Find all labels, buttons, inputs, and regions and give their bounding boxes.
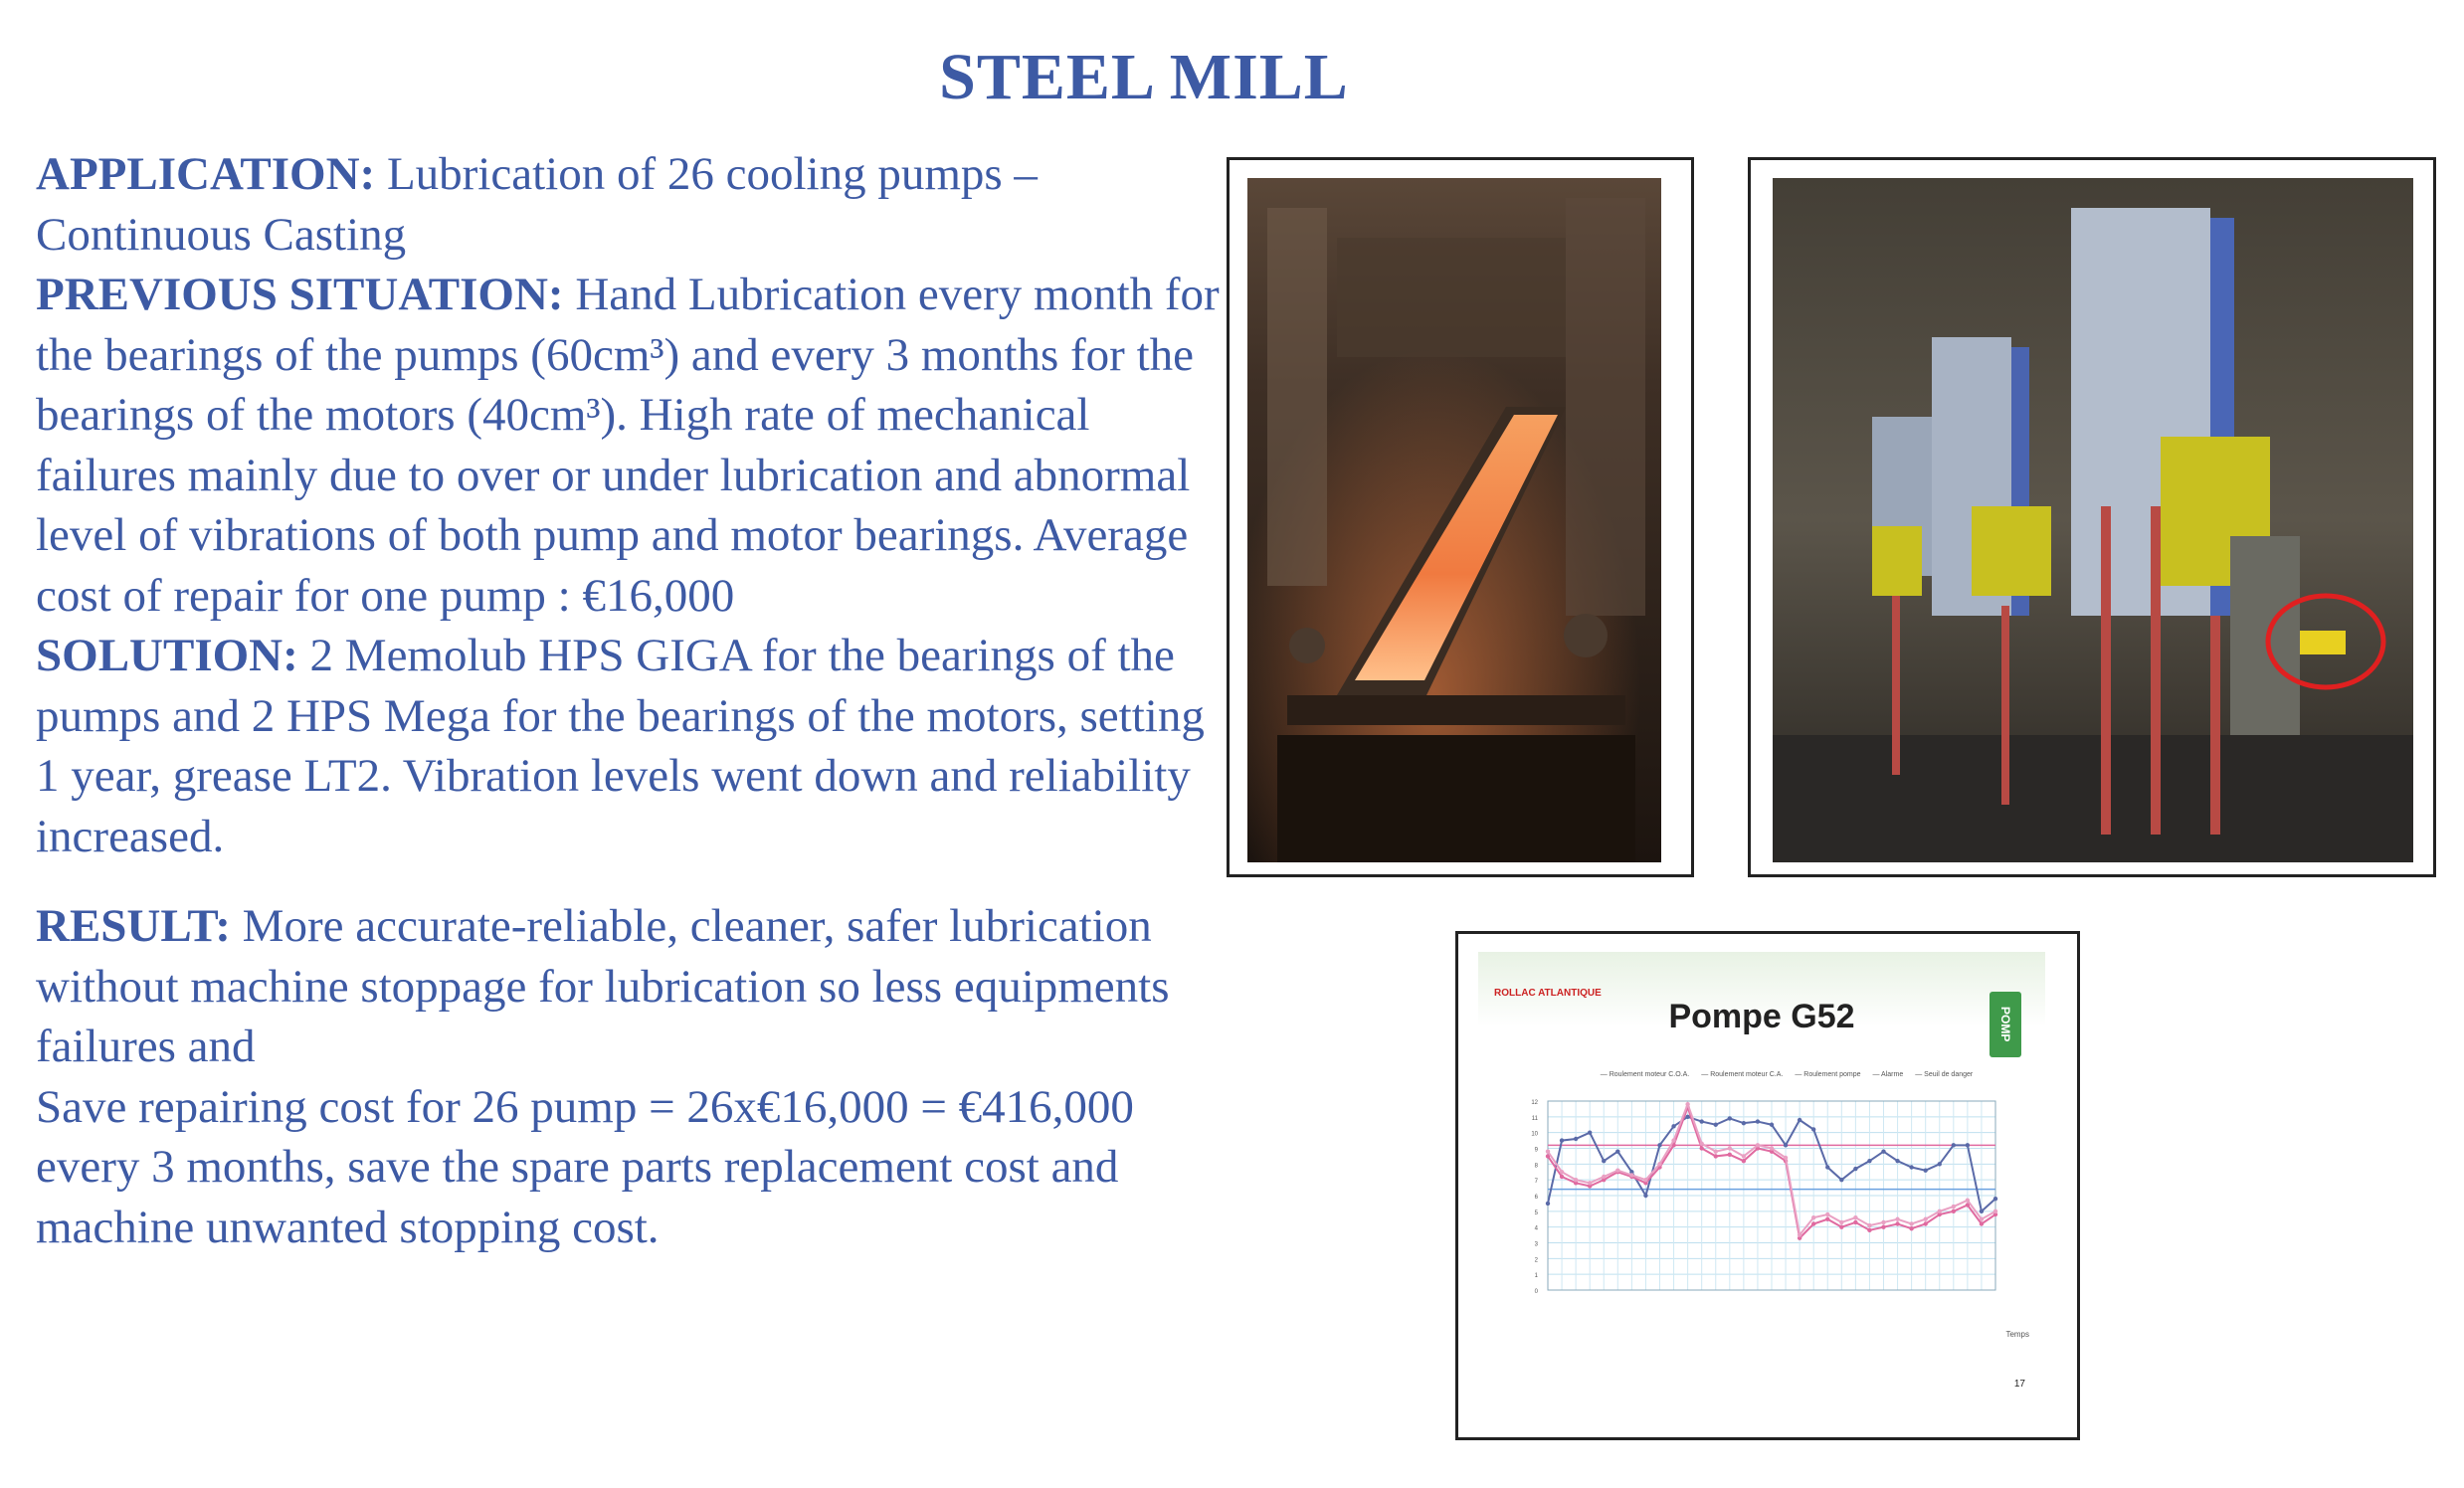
y-tick-label: 1 [1534,1273,1538,1280]
result-text-2: Save repairing cost for 26 pump = 26x€16,000 = €416,000 every 3 months, save the spare parts replacement cost and machine unwanted stopping cost. [36,1080,1134,1253]
y-tick-label: 6 [1534,1195,1538,1201]
data-point [1643,1194,1647,1198]
pumps-photo-frame [1748,157,2436,877]
data-point [1853,1215,1857,1219]
data-point [1629,1173,1633,1177]
casting-photo-frame [1227,157,1694,877]
data-point [1839,1178,1843,1182]
cooling-pumps-photo [1773,178,2413,862]
previous-situation-paragraph [36,265,1230,626]
data-point [1756,1119,1760,1123]
data-point [1811,1215,1815,1219]
solution-label: SOLUTION: [36,630,298,681]
data-point [1923,1221,1927,1225]
data-point [1952,1205,1956,1209]
data-point [1993,1197,1997,1201]
vibration-chart-frame [1455,931,2080,1440]
application-text: Lubrication of 26 cooling pumps – Continuous Casting [36,148,1038,261]
data-point [1798,1118,1801,1122]
y-tick-label: 11 [1531,1115,1538,1122]
data-point [1980,1217,1984,1221]
data-point [1756,1143,1760,1147]
y-tick-label: 7 [1534,1179,1538,1186]
legend-entry: — Roulement moteur C.A. [1701,1071,1784,1078]
data-point [1742,1159,1746,1163]
data-point [1839,1224,1843,1228]
data-point [1546,1149,1550,1153]
data-point [1588,1130,1592,1134]
data-point [1784,1143,1788,1147]
data-point [1770,1123,1774,1127]
data-point [1811,1221,1815,1225]
data-point [1699,1146,1703,1150]
y-tick-label: 3 [1534,1241,1538,1248]
data-point [1602,1175,1606,1179]
data-point [1966,1199,1970,1203]
data-point [1728,1153,1732,1157]
data-point [1657,1162,1661,1166]
y-tick-label: 9 [1534,1147,1538,1154]
y-tick-label: 5 [1534,1209,1538,1216]
data-point [1895,1221,1899,1225]
data-point [1742,1121,1746,1125]
data-point [1909,1226,1913,1230]
chart-x-label: Temps [2005,1330,2029,1339]
data-point [1867,1228,1871,1232]
data-point [1602,1159,1606,1163]
data-point [1574,1137,1578,1141]
y-tick-label: 0 [1534,1289,1538,1295]
y-tick-label: 12 [1531,1100,1538,1106]
pumps-photo-illustration [1773,178,2413,862]
data-point [1546,1202,1550,1206]
data-point [1560,1170,1564,1174]
chart-title: Pompe G52 [1668,998,1855,1035]
data-point [1657,1143,1661,1147]
result-paragraph [36,896,1230,1257]
data-point [1770,1146,1774,1150]
data-point [1798,1232,1801,1236]
data-point [1980,1209,1984,1213]
data-point [1671,1138,1675,1142]
solution-paragraph [36,626,1230,866]
data-point [1881,1224,1885,1228]
data-point [1867,1223,1871,1227]
data-point [1811,1127,1815,1131]
data-point [1853,1167,1857,1171]
chart-page-number: 17 [2013,1379,2025,1390]
legend-entry: — Roulement pompe [1795,1071,1861,1078]
data-point [1923,1168,1927,1172]
data-point [1825,1165,1829,1169]
data-point [1909,1165,1913,1169]
page-title: STEEL MILL [939,41,1349,113]
chart-plot [1478,952,2045,1419]
data-point [1714,1123,1718,1127]
data-point [1615,1149,1619,1153]
legend-entry: — Roulement moteur C.O.A. [1600,1071,1690,1078]
solution-text: 2 Memolub HPS GIGA for the bearings of the pumps and 2 HPS Mega for the bearings of the motors, setting 1 year, grease LT2. Vibration levels went down and reliability increased. [36,630,1205,862]
data-point [1643,1178,1647,1182]
data-point [1938,1209,1942,1213]
result-label: RESULT: [36,900,231,952]
data-point [1742,1154,1746,1158]
casting-photo-illustration [1247,178,1661,862]
data-point [1895,1159,1899,1163]
chart-brand: ROLLAC ATLANTIQUE [1494,988,1602,999]
application-label: APPLICATION: [36,148,376,200]
y-tick-label: 2 [1534,1257,1538,1264]
data-point [1588,1181,1592,1185]
data-point [1909,1221,1913,1225]
data-point [1952,1143,1956,1147]
data-point [1895,1217,1899,1221]
continuous-casting-photo [1247,178,1661,862]
chart-badge: POMP [1990,992,2021,1057]
vibration-chart [1478,952,2045,1419]
data-point [1615,1168,1619,1172]
text-block [36,144,1230,1257]
data-point [1699,1119,1703,1123]
data-point [1784,1156,1788,1160]
y-tick-label: 4 [1534,1225,1538,1232]
data-point [1881,1220,1885,1224]
data-point [1839,1220,1843,1224]
data-point [1867,1159,1871,1163]
data-point [1853,1220,1857,1224]
data-point [1685,1115,1689,1119]
previous-situation-label: PREVIOUS SITUATION: [36,269,564,320]
data-point [1881,1149,1885,1153]
data-point [1560,1138,1564,1142]
data-point [1671,1124,1675,1128]
data-point [1714,1154,1718,1158]
data-point [1699,1142,1703,1146]
legend-entry: — Alarme [1872,1071,1904,1078]
data-point [1574,1178,1578,1182]
data-point [1728,1116,1732,1120]
legend-entry: — Seuil de danger [1915,1071,1974,1078]
data-point [1993,1209,1997,1213]
data-point [1825,1217,1829,1221]
data-point [1825,1212,1829,1216]
data-point [1728,1146,1732,1150]
data-point [1714,1149,1718,1153]
previous-situation-text: Hand Lubrication every month for the bearings of the pumps (60cm³) and every 3 months for the bearings of the motors (40cm³). High rate of mechanical failures mainly due to over or under lubrication and abnormal level of vibrations of both pump and motor bearings. Average cost of repair for one pump : €16,000 [36,269,1220,622]
application-paragraph [36,144,1230,265]
y-tick-label: 10 [1531,1131,1538,1138]
data-point [1685,1102,1689,1106]
data-point [1952,1209,1956,1213]
y-tick-label: 8 [1534,1163,1538,1170]
data-point [1560,1175,1564,1179]
data-point [1966,1143,1970,1147]
data-point [1980,1221,1984,1225]
data-point [1938,1162,1942,1166]
data-point [1923,1217,1927,1221]
result-text-1: More accurate-reliable, cleaner, safer lubrication without machine stoppage for lubrication so less equipments failures and [36,900,1170,1072]
